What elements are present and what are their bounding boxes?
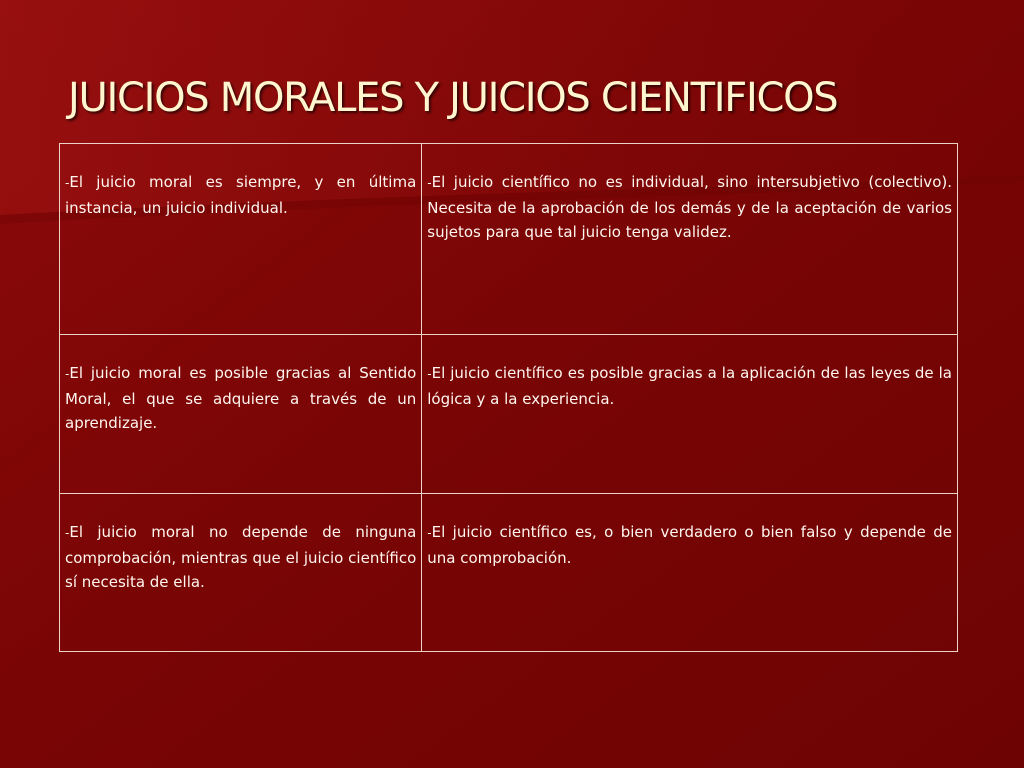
slide-title: JUICIOS MORALES Y JUICIOS CIENTIFICOS <box>68 75 838 121</box>
bullet-dash: - <box>427 526 432 540</box>
table-row <box>60 144 958 335</box>
table-cell-moral <box>60 494 422 652</box>
moral-statement: El juicio moral es siempre, y en última instancia, un juicio individual. <box>65 173 417 217</box>
table-row <box>60 494 958 652</box>
table-cell-moral <box>60 335 422 494</box>
bullet-dash: - <box>65 367 70 381</box>
moral-statement: El juicio moral no depende de ninguna comprobación, mientras que el juicio científico sí necesita de ella. <box>65 523 417 591</box>
table-row <box>60 335 958 494</box>
table-cell-cientifico <box>422 144 958 335</box>
table-cell-cientifico <box>422 494 958 652</box>
bullet-dash: - <box>65 176 70 190</box>
scientific-statement: El juicio científico es, o bien verdadero o bien falso y depende de una comprobación. <box>427 523 952 567</box>
table-cell-cientifico <box>422 335 958 494</box>
bullet-dash: - <box>427 367 432 381</box>
table-cell-moral <box>60 144 422 335</box>
bullet-dash: - <box>65 526 70 540</box>
scientific-statement: El juicio científico es posible gracias a la aplicación de las leyes de la lógica y a la experiencia. <box>427 364 952 408</box>
comparison-table <box>59 143 958 652</box>
moral-statement: El juicio moral es posible gracias al Sentido Moral, el que se adquiere a través de un aprendizaje. <box>65 364 417 432</box>
bullet-dash: - <box>427 176 432 190</box>
scientific-statement: El juicio científico no es individual, sino intersubjetivo (colectivo). Necesita de la aprobación de los demás y de la aceptación de varios sujetos para que tal juicio tenga validez. <box>427 173 952 241</box>
